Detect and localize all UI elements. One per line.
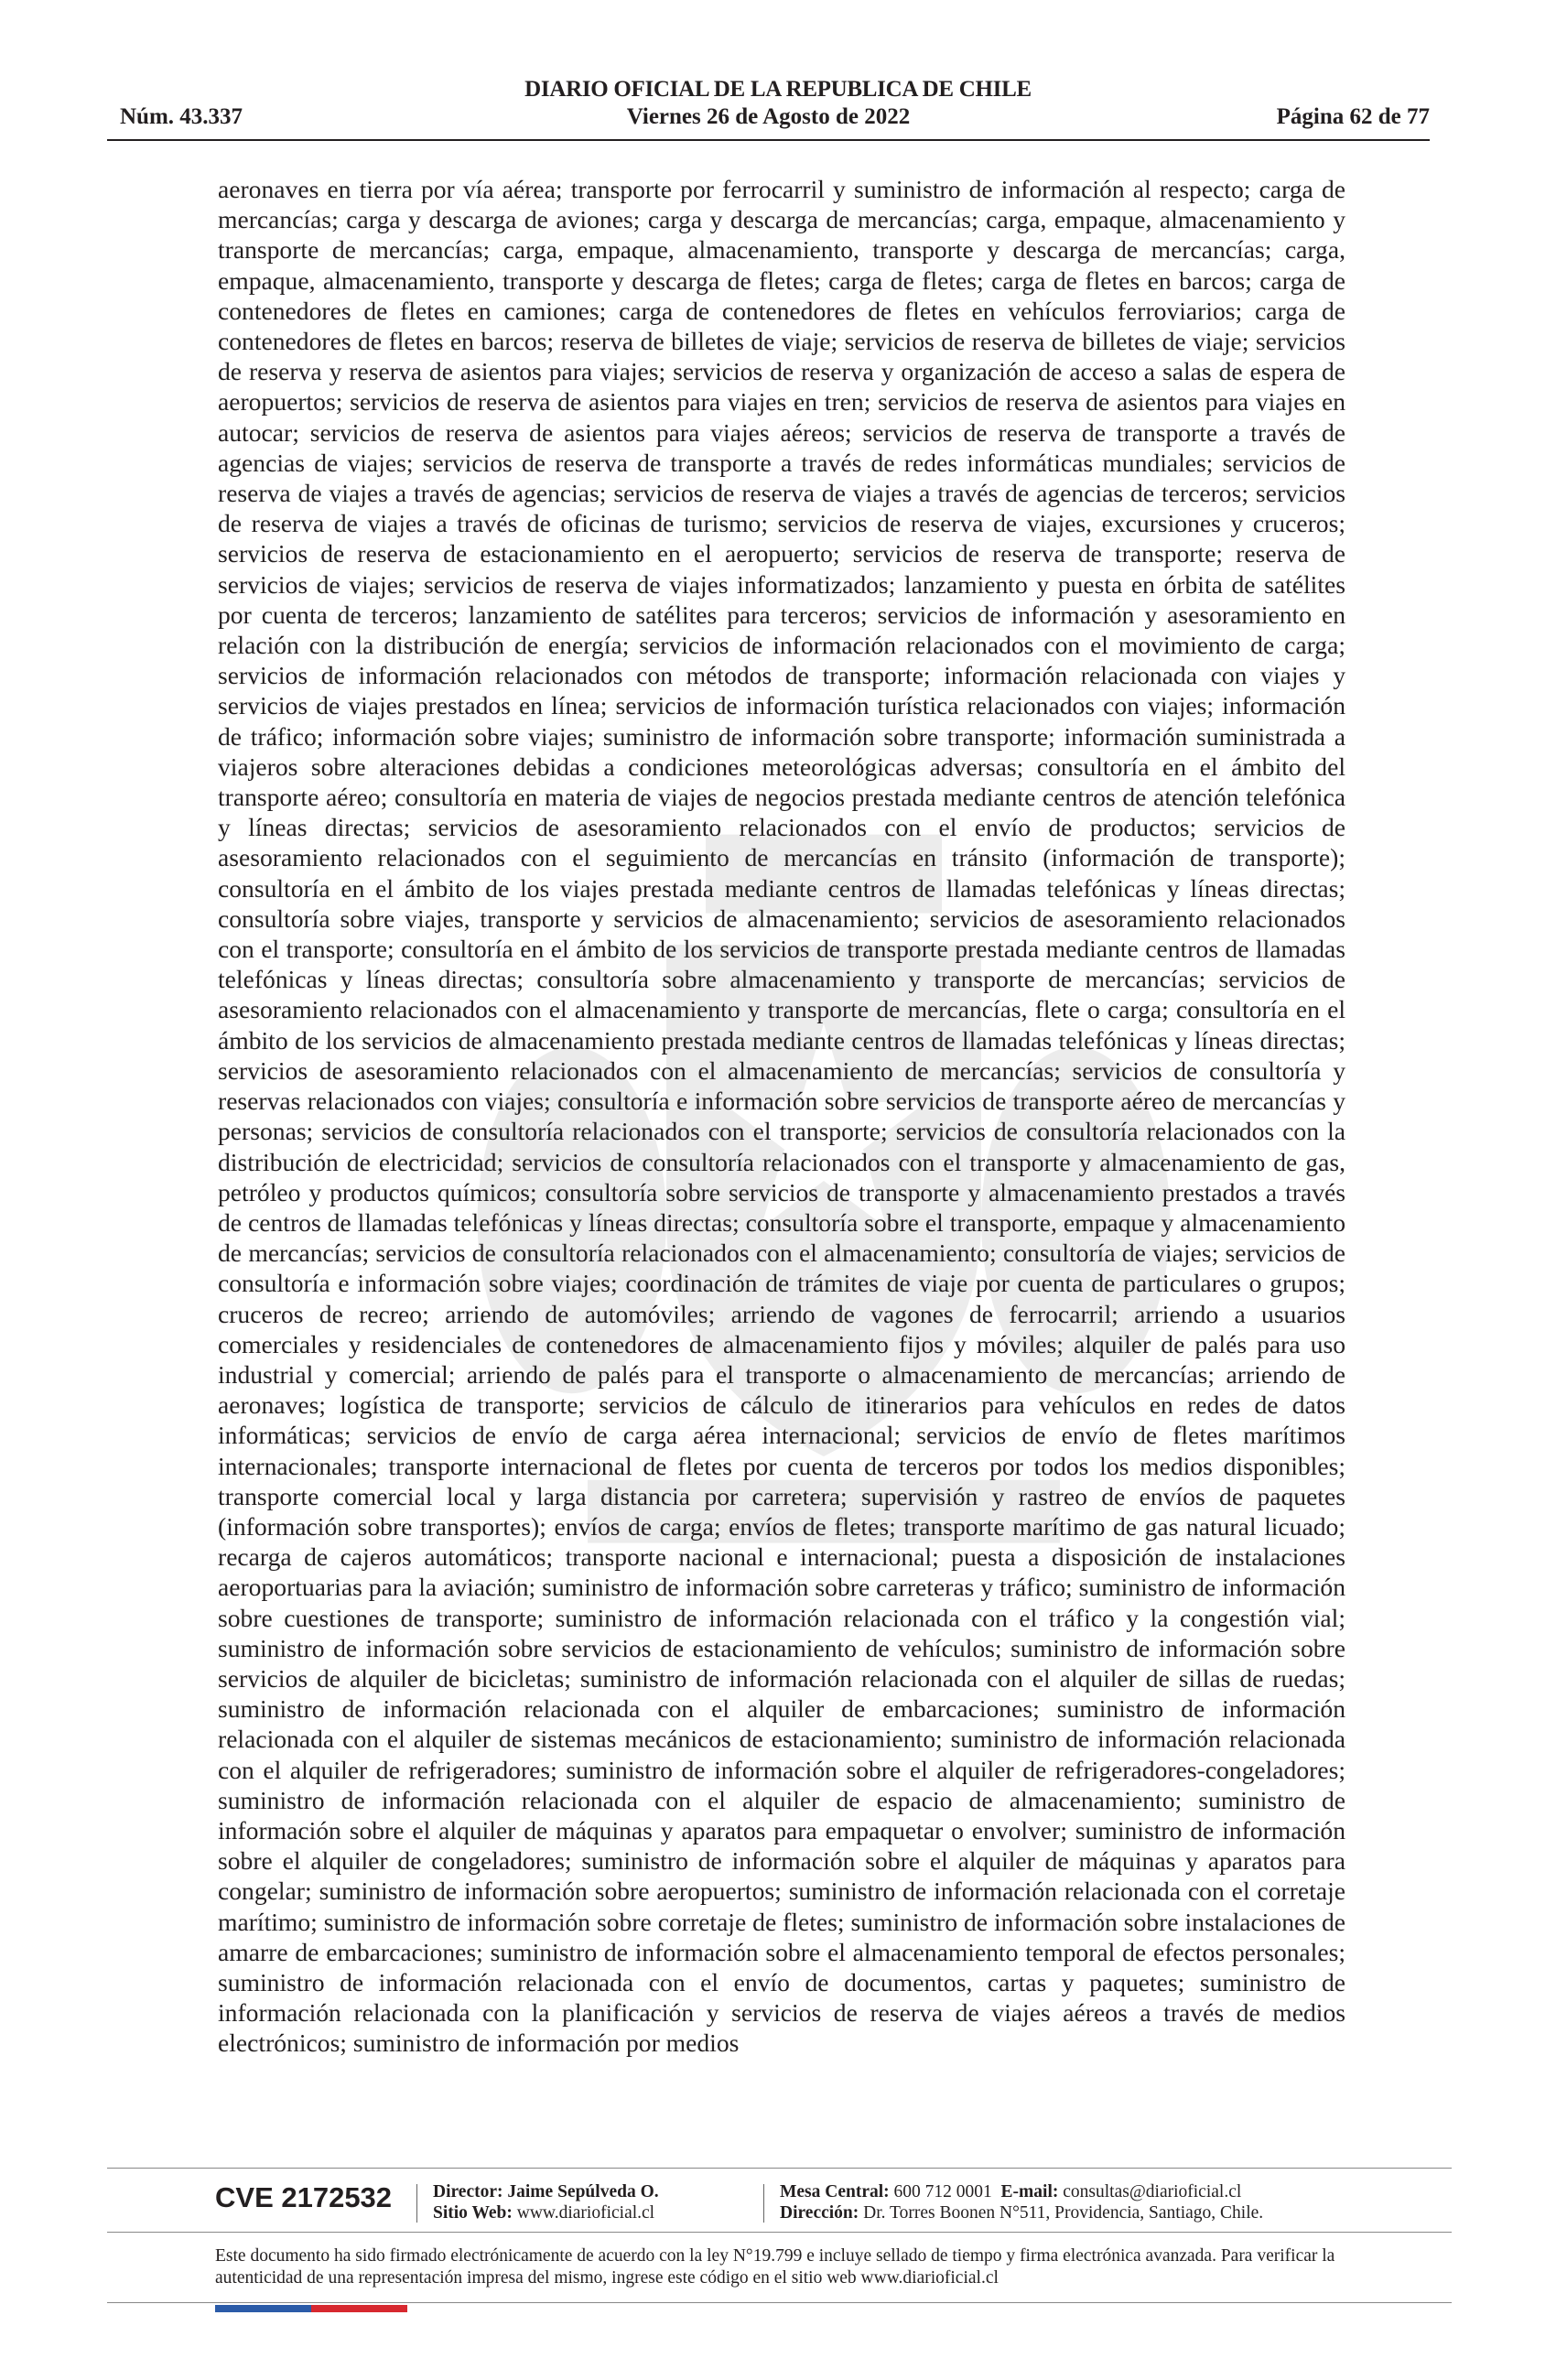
email-label: E-mail:: [1000, 2182, 1059, 2202]
footer-divider-top: [107, 2168, 1452, 2169]
legal-notice: Este documento ha sido firmado electrónicamente de acuerdo con la ley N°19.799 e incluye sellado de tiempo y firma electrónica avanzada. Para verificar la autenticidad de una representación impresa del mismo, ingrese este código en el sitio web www.diarioficial.cl: [215, 2246, 1335, 2288]
footer-separator: [416, 2184, 417, 2223]
address-value: Dr. Torres Boonen N°511, Providencia, Santiago, Chile.: [863, 2203, 1264, 2223]
header-divider: [107, 139, 1430, 141]
publication-title: DIARIO OFICIAL DE LA REPUBLICA DE CHILE: [524, 77, 1032, 102]
cve-code: CVE 2172532: [215, 2181, 393, 2213]
footer-divider-middle: [107, 2232, 1452, 2233]
website-link[interactable]: www.diarioficial.cl: [516, 2203, 655, 2223]
issue-number: Núm. 43.337: [120, 104, 243, 129]
flag-red-stripe: [311, 2305, 407, 2312]
document-body-text: aeronaves en tierra por vía aérea; transporte por ferrocarril y suministro de información al respecto; carga de mercancías; carga y descarga de aviones; carga y descarga de mercancías; carga, empaque, almacenamiento y transporte de mercancías; carga, empaque, almacenamiento, transporte y descarga de mercancías; carga, empaque, almacenamiento, transporte y descarga de fletes; carga de fletes; carga de fletes en barcos; carga de contenedores de fletes en camiones; carga de contenedores de fletes en vehículos ferroviarios; carga de contenedores de fletes en barcos; reserva de billetes de viaje; servicios de reserva de billetes de viaje; servicios de reserva y reserva de asientos para viajes; servicios de reserva y organización de acceso a salas de espera de aeropuertos; servicios de reserva de asientos para viajes en tren; servicios de reserva de asientos para viajes en autocar; servicios de reserva de asientos para viajes aéreos; servicios de reserva de transporte a través de agencias de viajes; servicios de reserva de transporte a través de redes informáticas mundiales; servicios de reserva de viajes a través de agencias; servicios de reserva de viajes a través de agencias de terceros; servicios de reserva de viajes a través de oficinas de turismo; servicios de reserva de viajes, excursiones y cruceros; servicios de reserva de estacionamiento en el aeropuerto; servicios de reserva de transporte; reserva de servicios de viajes; servicios de reserva de viajes informatizados; lanzamiento y puesta en órbita de satélites por cuenta de terceros; lanzamiento de satélites para terceros; servicios de información y asesoramiento en relación con la distribución de energía; servicios de información relacionados con el movimiento de carga; servicios de información relacionados con métodos de transporte; información relacionada con viajes y servicios de viajes prestados en línea; servicios de información turística relacionados con viajes; información de tráfico; información sobre viajes; suministro de información sobre transporte; información suministrada a viajeros sobre alteraciones debidas a condiciones meteorológicas adversas; consultoría en el ámbito del transporte aéreo; consultoría en materia de viajes de negocios prestada mediante centros de atención telefónica y líneas directas; servicios de asesoramiento relacionados con el envío de productos; servicios de asesoramiento relacionados con el seguimiento de mercancías en tránsito (información de transporte); consultoría en el ámbito de los viajes prestada mediante centros de llamadas telefónicas y líneas directas; consultoría sobre viajes, transporte y servicios de almacenamiento; servicios de asesoramiento relacionados con el transporte; consultoría en el ámbito de los servicios de transporte prestada mediante centros de llamadas telefónicas y líneas directas; consultoría sobre almacenamiento y transporte de mercancías; servicios de asesoramiento relacionados con el almacenamiento y transporte de mercancías, flete o carga; consultoría en el ámbito de los servicios de almacenamiento prestada mediante centros de llamadas telefónicas y líneas directas; servicios de asesoramiento relacionados con el almacenamiento de mercancías; servicios de consultoría y reservas relacionados con viajes; consultoría e información sobre servicios de transporte aéreo de mercancías y personas; servicios de consultoría relacionados con el transporte; servicios de consultoría relacionados con la distribución de electricidad; servicios de consultoría relacionados con el transporte y almacenamiento de gas, petróleo y productos químicos; consultoría sobre servicios de transporte y almacenamiento prestados a través de centros de llamadas telefónicas y líneas directas; consultoría sobre el transporte, empaque y almacenamiento de mercancías; servicios de consultoría relacionados con el almacenamiento; consultoría de viajes; servicios de consultoría e información sobre viajes; coordinación de trámites de viaje por cuenta de particulares o grupos; cruceros de recreo; arriendo de automóviles; arriendo de vagones de ferrocarril; arriendo a usuarios comerciales y residenciales de contenedores de almacenamiento fijos y móviles; alquiler de palés para uso industrial y comercial; arriendo de palés para el transporte o almacenamiento de mercancías; arriendo de aeronaves; logística de transporte; servicios de cálculo de itinerarios para vehículos en redes de datos informáticas; servicios de envío de carga aérea internacional; servicios de envío de fletes marítimos internacionales; transporte internacional de fletes por cuenta de terceros por todos los medios disponibles; transporte comercial local y larga distancia por carretera; supervisión y rastreo de envíos de paquetes (información sobre transportes); envíos de carga; envíos de fletes; transporte marítimo de gas natural licuado; recarga de cajeros automáticos; transporte nacional e internacional; puesta a disposición de instalaciones aeroportuarias para la aviación; suministro de información sobre carreteras y tráfico; suministro de información sobre cuestiones de transporte; suministro de información relacionada con el tráfico y la congestión vial; suministro de información sobre servicios de estacionamiento de vehículos; suministro de información sobre servicios de alquiler de bicicletas; suministro de información relacionada con el alquiler de sillas de ruedas; suministro de información relacionada con el alquiler de embarcaciones; suministro de información relacionada con el alquiler de sistemas mecánicos de estacionamiento; suministro de información relacionada con el alquiler de refrigeradores; suministro de información sobre el alquiler de refrigeradores-congeladores; suministro de información relacionada con el alquiler de espacio de almacenamiento; suministro de información sobre el alquiler de máquinas y aparatos para empaquetar o envolver; suministro de información sobre el alquiler de congeladores; suministro de información sobre el alquiler de máquinas y aparatos para congelar; suministro de información sobre aeropuertos; suministro de información relacionada con el corretaje marítimo; suministro de información sobre corretaje de fletes; suministro de información sobre instalaciones de amarre de embarcaciones; suministro de información sobre el almacenamiento temporal de efectos personales; suministro de información relacionada con el envío de documentos, cartas y paquetes; suministro de información relacionada con la planificación y servicios de reserva de viajes aéreos a través de medios electrónicos; suministro de información por medios: [218, 175, 1345, 2058]
director-name: Jaime Sepúlveda O.: [507, 2182, 659, 2202]
director-label: Director:: [433, 2182, 503, 2202]
address-label: Dirección:: [780, 2203, 859, 2223]
header-row: [107, 104, 1430, 135]
flag-stripe: [215, 2305, 407, 2312]
flag-blue-stripe: [215, 2305, 311, 2312]
footer-contact-block: [780, 2181, 1263, 2223]
phone-label: Mesa Central:: [780, 2182, 890, 2202]
email-link[interactable]: consultas@diarioficial.cl: [1063, 2182, 1242, 2202]
footer-director-block: [433, 2181, 659, 2223]
phone-number: 600 712 0001: [893, 2182, 992, 2202]
footer-separator: [763, 2184, 764, 2223]
footer-divider-bottom: [107, 2302, 1452, 2303]
website-label: Sitio Web:: [433, 2203, 513, 2223]
publication-date: Viernes 26 de Agosto de 2022: [626, 104, 911, 129]
page-number: Página 62 de 77: [1276, 104, 1430, 129]
